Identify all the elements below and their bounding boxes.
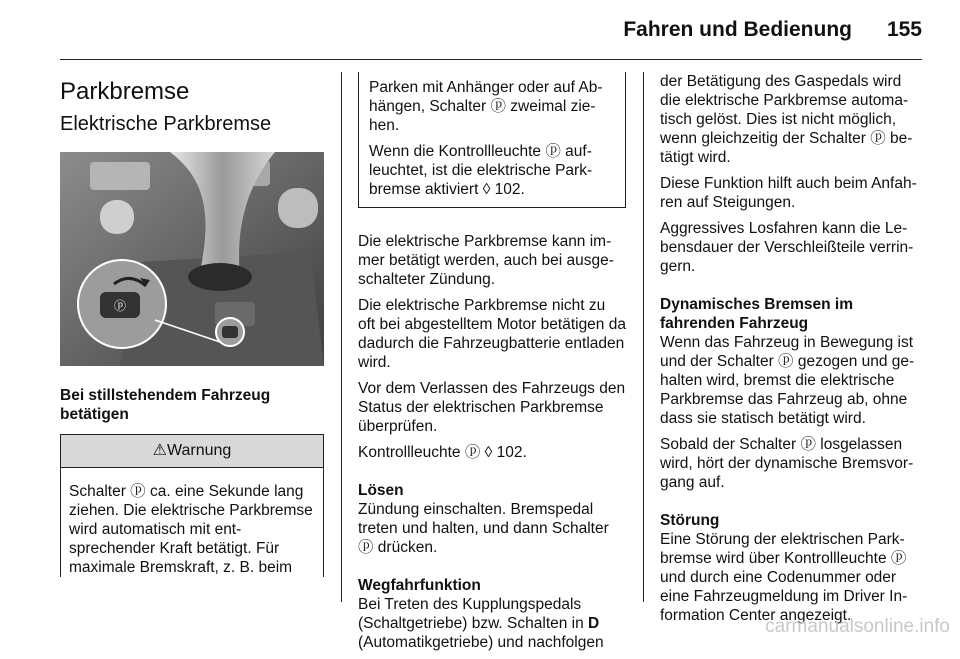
paragraph: Eine Störung der elektrischen Parkbremse wird über Kontrollleuchte ⓟ und durch eine Codenummer oder eine Fahrzeugmeldung im Driver Information Center angezeigt. xyxy=(660,531,908,624)
parking-brake-photo xyxy=(60,152,324,366)
warning-box xyxy=(60,434,324,577)
svg-text:ⓟ: ⓟ xyxy=(113,299,127,313)
heading-loesen: Lösen xyxy=(358,482,404,499)
paragraph: Aggressives Losfahren kann die Lebensdauer der Verschleißteile verringern. xyxy=(660,220,914,275)
paragraph: Sobald der Schalter ⓟ losgelassen wird, hört der dynamische Bremsvorgang auf. xyxy=(660,436,914,491)
warning-text-continued: Parken mit Anhänger oder auf Abhängen, Schalter ⓟ zweimal ziehen. xyxy=(369,79,603,134)
paragraph: der Betätigung des Gaspedals wird die elektrische Parkbremse automatisch gelöst. Dies ist nicht möglich, wenn gleichzeitig der Schalter ⓟ betätigt wird. xyxy=(660,73,913,166)
heading-stoerung: Störung xyxy=(660,512,720,529)
paragraph: Diese Funktion hilft auch beim Anfahren auf Steigungen. xyxy=(660,175,917,211)
section-title: Parkbremse xyxy=(60,78,190,105)
page-number: 155 xyxy=(886,18,922,41)
subsection-title: Elektrische Parkbremse xyxy=(60,113,272,135)
warning-title: Warnung xyxy=(167,442,232,459)
heading-wegfahrfunktion: Wegfahrfunktion xyxy=(358,577,481,594)
column-2 xyxy=(358,72,626,659)
column-1 xyxy=(60,72,324,584)
paragraph: Kontrollleuchte ⓟ ◊ 102. xyxy=(358,444,527,461)
paragraph: Vor dem Verlassen des Fahrzeugs den Status der elektrischen Parkbremse überprüfen. xyxy=(358,380,626,435)
paragraph: Wenn das Fahrzeug in Bewegung ist und der Schalter ⓟ gezogen und gehalten wird, bremst die elektrische Parkbremse das Fahrzeug ab, ohne dass sie statisch betätigt wird. xyxy=(660,334,915,427)
page-header xyxy=(60,14,922,60)
warning-continuation-box xyxy=(358,72,626,208)
column-divider xyxy=(341,72,342,602)
paragraph: Bei Treten des Kupplungspedals (Schaltgetriebe) bzw. Schalten in D (Automatikgetriebe) und nachfolgen xyxy=(358,596,604,651)
paragraph: Die elektrische Parkbremse kann immer betätigt werden, auch bei ausgeschalteter Zündung. xyxy=(358,233,614,288)
column-divider xyxy=(643,72,644,602)
warning-text: Schalter ⓟ ca. eine Sekunde lang ziehen. Die elektrische Parkbremse wird automatisch mit entsprechender Kraft betätigt. Für maximale Bremskraft, z. B. beim xyxy=(69,483,313,576)
figure-caption: Bei stillstehendem Fahrzeug betätigen xyxy=(60,387,271,423)
warning-header xyxy=(61,434,323,468)
watermark: carmanualsonline.info xyxy=(765,616,950,637)
warning-text-indicator: Wenn die Kontrollleuchte ⓟ aufleuchtet, ist die elektrische Parkbremse aktiviert ◊ 102. xyxy=(369,143,593,198)
paragraph: Zündung einschalten. Bremspedal treten und halten, und dann Schalter ⓟ drücken. xyxy=(358,501,609,556)
warning-icon: ⚠ xyxy=(152,442,167,459)
column-3 xyxy=(660,72,924,632)
heading-dynamic-braking: Dynamisches Bremsen im fahrenden Fahrzeug xyxy=(660,296,853,332)
header-title: Fahren und Bedienung xyxy=(623,18,852,41)
paragraph: Die elektrische Parkbremse nicht zu oft bei abgestelltem Motor betätigen da dadurch die Fahrzeugbatterie entladen wird. xyxy=(358,297,626,371)
